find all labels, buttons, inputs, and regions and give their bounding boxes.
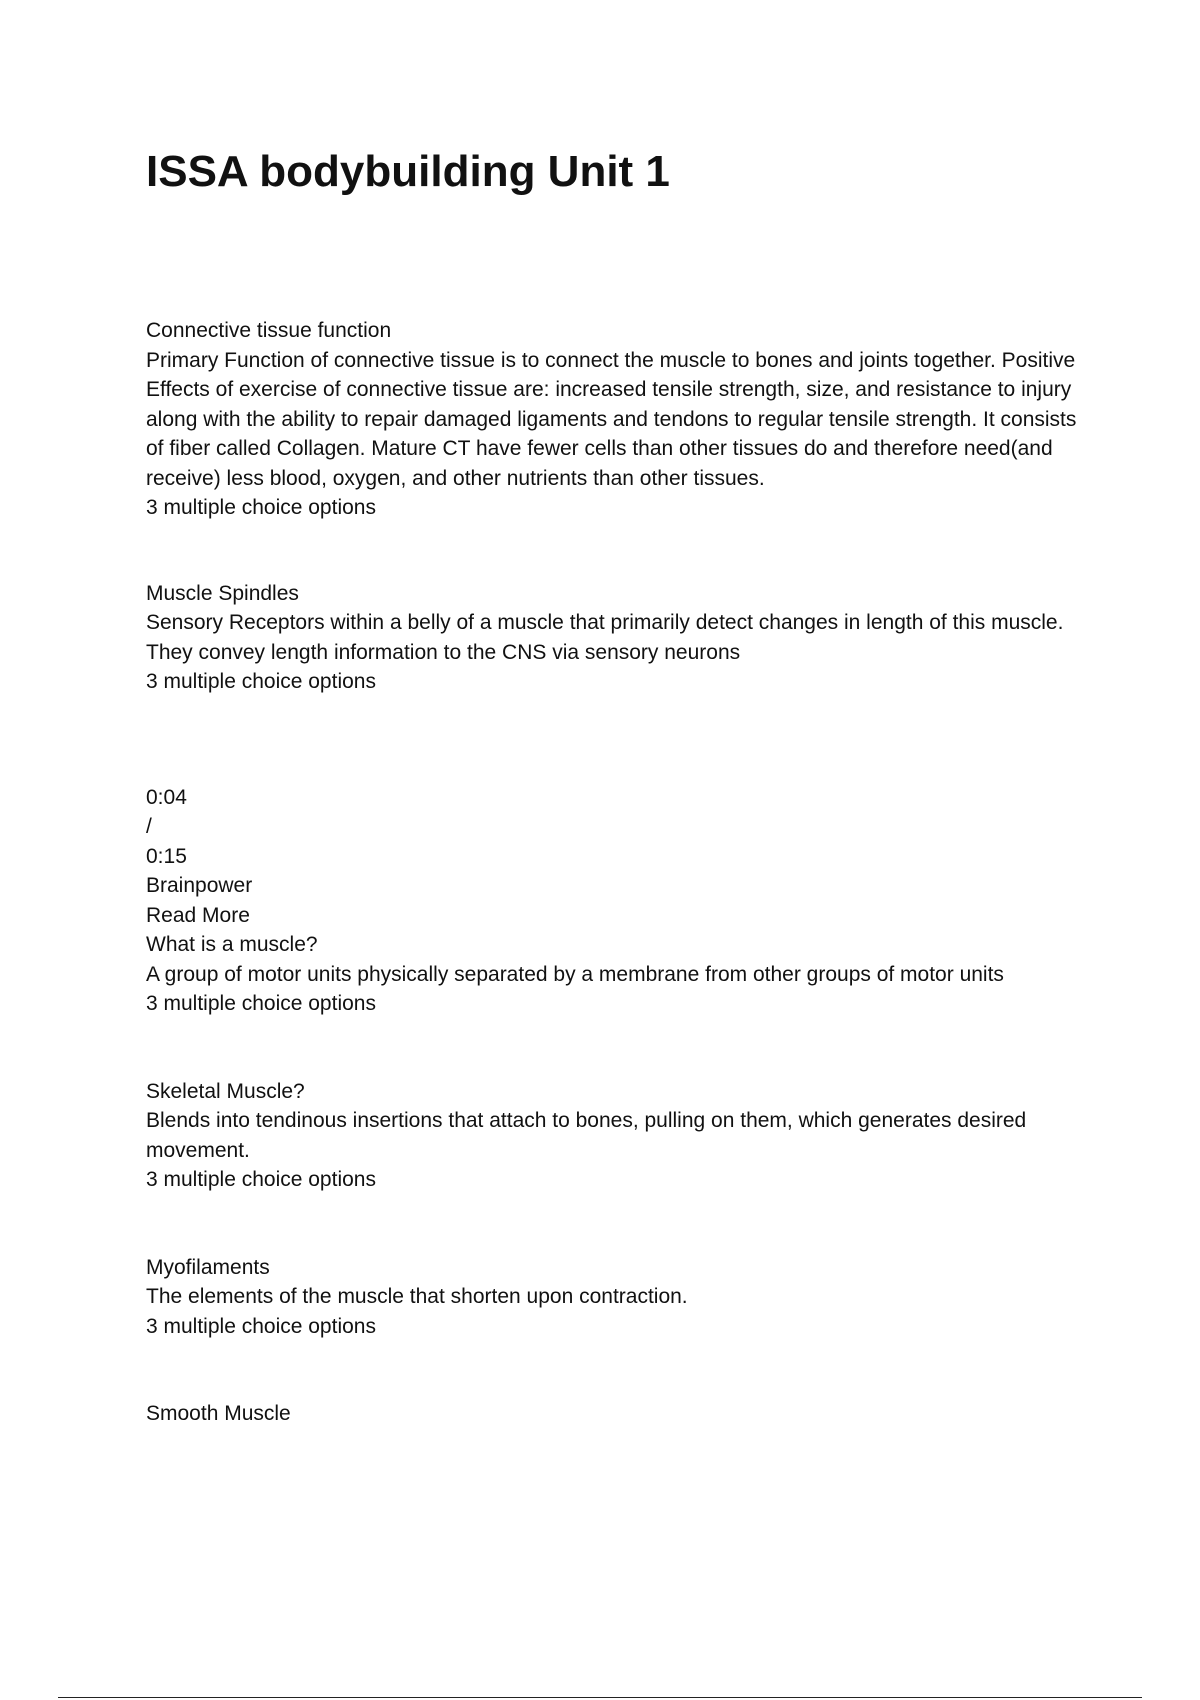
flashcard-term: Muscle Spindles bbox=[146, 581, 299, 605]
multiple-choice-count: 3 multiple choice options bbox=[146, 1168, 376, 1191]
multiple-choice-count: 3 multiple choice options bbox=[146, 496, 376, 519]
flashcard-definition: A group of motor units physically separated by a membrane from other groups of motor units bbox=[146, 962, 1004, 986]
flashcard-list bbox=[146, 316, 1086, 1429]
flashcard-term: Skeletal Muscle? bbox=[146, 1079, 305, 1103]
video-brand: Brainpower bbox=[146, 874, 253, 897]
page-bottom-divider bbox=[58, 1697, 1142, 1698]
read-more-link[interactable]: Read More bbox=[146, 903, 250, 927]
flashcard bbox=[146, 1399, 1086, 1429]
flashcard bbox=[146, 1253, 1086, 1342]
multiple-choice-count: 3 multiple choice options bbox=[146, 670, 376, 693]
flashcard-definition: Primary Function of connective tissue is to connect the muscle to bones and joints together. Positive Effects of exercise of connective tissue are: increased tensile strength, size, and resistance to injury along with the ability to repair damaged ligaments and tendons to regular tensile strength. It consists of fiber called Collagen. Mature CT have fewer cells than other tissues do and therefore need(and receive) less blood, oxygen, and other nutrients than other tissues. bbox=[146, 348, 1077, 490]
video-current-time: 0:04 bbox=[146, 785, 187, 809]
page-content bbox=[146, 146, 1086, 1429]
video-duration: 0:15 bbox=[146, 844, 187, 868]
flashcard-with-video-text bbox=[146, 783, 1086, 1019]
flashcard-term: Connective tissue function bbox=[146, 319, 392, 342]
flashcard bbox=[146, 579, 1086, 697]
multiple-choice-count: 3 multiple choice options bbox=[146, 992, 376, 1015]
flashcard bbox=[146, 1077, 1086, 1195]
flashcard bbox=[146, 316, 1086, 523]
flashcard-definition: Blends into tendinous insertions that attach to bones, pulling on them, which generates desired movement. bbox=[146, 1109, 1027, 1162]
video-time-separator: / bbox=[146, 815, 152, 838]
multiple-choice-count: 3 multiple choice options bbox=[146, 1314, 376, 1338]
flashcard-term: What is a muscle? bbox=[146, 933, 318, 956]
flashcard-term: Smooth Muscle bbox=[146, 1402, 291, 1425]
flashcard-term: Myofilaments bbox=[146, 1255, 270, 1279]
flashcard-definition: The elements of the muscle that shorten upon contraction. bbox=[146, 1285, 688, 1308]
flashcard-definition: Sensory Receptors within a belly of a muscle that primarily detect changes in length of this muscle. They convey length information to the CNS via sensory neurons bbox=[146, 611, 1064, 664]
page-title: ISSA bodybuilding Unit 1 bbox=[146, 147, 670, 196]
